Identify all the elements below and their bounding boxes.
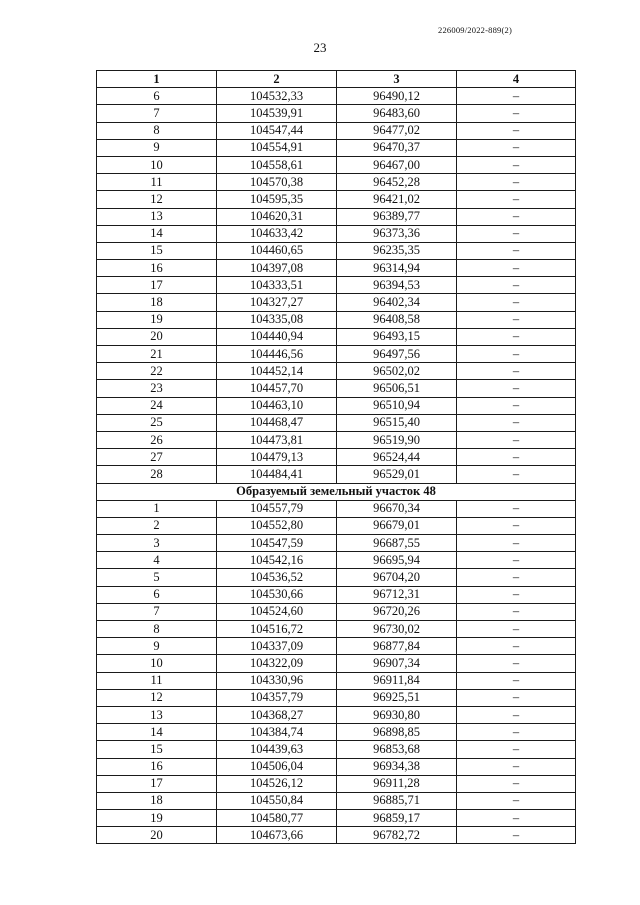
x-coordinate-cell: 104479,13	[217, 449, 337, 466]
note-cell: –	[457, 431, 576, 448]
y-coordinate-cell: 96408,58	[337, 311, 457, 328]
x-coordinate-cell: 104570,38	[217, 174, 337, 191]
point-number-cell: 27	[97, 449, 217, 466]
x-coordinate-cell: 104530,66	[217, 586, 337, 603]
y-coordinate-cell: 96493,15	[337, 328, 457, 345]
point-number-cell: 6	[97, 88, 217, 105]
table-row	[97, 294, 576, 311]
x-coordinate-cell: 104580,77	[217, 810, 337, 827]
note-cell: –	[457, 225, 576, 242]
point-number-cell: 25	[97, 414, 217, 431]
table-row	[97, 105, 576, 122]
x-coordinate-cell: 104335,08	[217, 311, 337, 328]
table-row	[97, 517, 576, 534]
point-number-cell: 7	[97, 603, 217, 620]
table-row	[97, 466, 576, 483]
point-number-cell: 4	[97, 552, 217, 569]
x-coordinate-cell: 104446,56	[217, 346, 337, 363]
x-coordinate-cell: 104536,52	[217, 569, 337, 586]
point-number-cell: 12	[97, 689, 217, 706]
x-coordinate-cell: 104633,42	[217, 225, 337, 242]
y-coordinate-cell: 96925,51	[337, 689, 457, 706]
table-row	[97, 397, 576, 414]
note-cell: –	[457, 328, 576, 345]
x-coordinate-cell: 104558,61	[217, 156, 337, 173]
table-body-part2	[97, 500, 576, 844]
y-coordinate-cell: 96930,80	[337, 706, 457, 723]
table-row	[97, 775, 576, 792]
table-row	[97, 741, 576, 758]
table-row	[97, 88, 576, 105]
y-coordinate-cell: 96853,68	[337, 741, 457, 758]
y-coordinate-cell: 96687,55	[337, 535, 457, 552]
note-cell: –	[457, 363, 576, 380]
y-coordinate-cell: 96712,31	[337, 586, 457, 603]
point-number-cell: 2	[97, 517, 217, 534]
note-cell: –	[457, 724, 576, 741]
point-number-cell: 13	[97, 208, 217, 225]
note-cell: –	[457, 466, 576, 483]
table-row	[97, 792, 576, 809]
y-coordinate-cell: 96730,02	[337, 621, 457, 638]
point-number-cell: 20	[97, 827, 217, 844]
y-coordinate-cell: 96467,00	[337, 156, 457, 173]
table-header-row	[97, 71, 576, 88]
y-coordinate-cell: 96859,17	[337, 810, 457, 827]
point-number-cell: 8	[97, 122, 217, 139]
y-coordinate-cell: 96670,34	[337, 500, 457, 517]
column-header: 2	[217, 71, 337, 88]
point-number-cell: 15	[97, 741, 217, 758]
table-row	[97, 552, 576, 569]
y-coordinate-cell: 96898,85	[337, 724, 457, 741]
table-row	[97, 242, 576, 259]
x-coordinate-cell: 104368,27	[217, 706, 337, 723]
x-coordinate-cell: 104673,66	[217, 827, 337, 844]
table-row	[97, 827, 576, 844]
table-row	[97, 363, 576, 380]
y-coordinate-cell: 96782,72	[337, 827, 457, 844]
y-coordinate-cell: 96402,34	[337, 294, 457, 311]
point-number-cell: 5	[97, 569, 217, 586]
point-number-cell: 17	[97, 775, 217, 792]
note-cell: –	[457, 191, 576, 208]
column-header: 3	[337, 71, 457, 88]
point-number-cell: 19	[97, 311, 217, 328]
x-coordinate-cell: 104547,44	[217, 122, 337, 139]
note-cell: –	[457, 638, 576, 655]
note-cell: –	[457, 122, 576, 139]
y-coordinate-cell: 96470,37	[337, 139, 457, 156]
point-number-cell: 6	[97, 586, 217, 603]
note-cell: –	[457, 603, 576, 620]
note-cell: –	[457, 346, 576, 363]
point-number-cell: 14	[97, 225, 217, 242]
note-cell: –	[457, 775, 576, 792]
table-row	[97, 191, 576, 208]
note-cell: –	[457, 672, 576, 689]
x-coordinate-cell: 104337,09	[217, 638, 337, 655]
x-coordinate-cell: 104532,33	[217, 88, 337, 105]
table-row	[97, 414, 576, 431]
y-coordinate-cell: 96877,84	[337, 638, 457, 655]
table-row	[97, 535, 576, 552]
y-coordinate-cell: 96529,01	[337, 466, 457, 483]
note-cell: –	[457, 655, 576, 672]
note-cell: –	[457, 414, 576, 431]
table-row	[97, 346, 576, 363]
note-cell: –	[457, 552, 576, 569]
y-coordinate-cell: 96885,71	[337, 792, 457, 809]
table-row	[97, 208, 576, 225]
note-cell: –	[457, 277, 576, 294]
x-coordinate-cell: 104554,91	[217, 139, 337, 156]
point-number-cell: 21	[97, 346, 217, 363]
note-cell: –	[457, 706, 576, 723]
note-cell: –	[457, 621, 576, 638]
x-coordinate-cell: 104547,59	[217, 535, 337, 552]
y-coordinate-cell: 96421,02	[337, 191, 457, 208]
point-number-cell: 13	[97, 706, 217, 723]
note-cell: –	[457, 827, 576, 844]
y-coordinate-cell: 96911,84	[337, 672, 457, 689]
table-row	[97, 311, 576, 328]
note-cell: –	[457, 586, 576, 603]
x-coordinate-cell: 104384,74	[217, 724, 337, 741]
x-coordinate-cell: 104524,60	[217, 603, 337, 620]
point-number-cell: 18	[97, 294, 217, 311]
table-row	[97, 328, 576, 345]
table-row	[97, 569, 576, 586]
x-coordinate-cell: 104357,79	[217, 689, 337, 706]
table-row	[97, 603, 576, 620]
note-cell: –	[457, 569, 576, 586]
y-coordinate-cell: 96695,94	[337, 552, 457, 569]
point-number-cell: 16	[97, 758, 217, 775]
table-row	[97, 174, 576, 191]
x-coordinate-cell: 104506,04	[217, 758, 337, 775]
x-coordinate-cell: 104330,96	[217, 672, 337, 689]
note-cell: –	[457, 294, 576, 311]
point-number-cell: 8	[97, 621, 217, 638]
y-coordinate-cell: 96502,02	[337, 363, 457, 380]
y-coordinate-cell: 96373,36	[337, 225, 457, 242]
x-coordinate-cell: 104484,41	[217, 466, 337, 483]
table-row	[97, 586, 576, 603]
note-cell: –	[457, 242, 576, 259]
point-number-cell: 1	[97, 500, 217, 517]
y-coordinate-cell: 96497,56	[337, 346, 457, 363]
note-cell: –	[457, 311, 576, 328]
table-row	[97, 810, 576, 827]
y-coordinate-cell: 96483,60	[337, 105, 457, 122]
x-coordinate-cell: 104473,81	[217, 431, 337, 448]
point-number-cell: 10	[97, 655, 217, 672]
x-coordinate-cell: 104439,63	[217, 741, 337, 758]
table-row	[97, 139, 576, 156]
note-cell: –	[457, 88, 576, 105]
note-cell: –	[457, 517, 576, 534]
note-cell: –	[457, 535, 576, 552]
table-row	[97, 431, 576, 448]
page-number: 23	[313, 40, 327, 55]
note-cell: –	[457, 500, 576, 517]
point-number-cell: 10	[97, 156, 217, 173]
table-row	[97, 655, 576, 672]
point-number-cell: 26	[97, 431, 217, 448]
y-coordinate-cell: 96506,51	[337, 380, 457, 397]
y-coordinate-cell: 96519,90	[337, 431, 457, 448]
point-number-cell: 12	[97, 191, 217, 208]
table-row	[97, 500, 576, 517]
y-coordinate-cell: 96490,12	[337, 88, 457, 105]
table-row	[97, 156, 576, 173]
point-number-cell: 24	[97, 397, 217, 414]
section-title-row	[97, 483, 576, 500]
note-cell: –	[457, 260, 576, 277]
x-coordinate-cell: 104327,27	[217, 294, 337, 311]
y-coordinate-cell: 96934,38	[337, 758, 457, 775]
table-body-part1	[97, 88, 576, 483]
y-coordinate-cell: 96235,35	[337, 242, 457, 259]
point-number-cell: 18	[97, 792, 217, 809]
x-coordinate-cell: 104516,72	[217, 621, 337, 638]
y-coordinate-cell: 96314,94	[337, 260, 457, 277]
point-number-cell: 20	[97, 328, 217, 345]
point-number-cell: 15	[97, 242, 217, 259]
x-coordinate-cell: 104526,12	[217, 775, 337, 792]
x-coordinate-cell: 104542,16	[217, 552, 337, 569]
y-coordinate-cell: 96394,53	[337, 277, 457, 294]
point-number-cell: 7	[97, 105, 217, 122]
note-cell: –	[457, 105, 576, 122]
point-number-cell: 17	[97, 277, 217, 294]
table-row	[97, 724, 576, 741]
point-number-cell: 16	[97, 260, 217, 277]
x-coordinate-cell: 104457,70	[217, 380, 337, 397]
section-title: Образуемый земельный участок 48	[97, 483, 576, 500]
table-row	[97, 122, 576, 139]
table-row	[97, 638, 576, 655]
x-coordinate-cell: 104333,51	[217, 277, 337, 294]
note-cell: –	[457, 380, 576, 397]
y-coordinate-cell: 96477,02	[337, 122, 457, 139]
x-coordinate-cell: 104552,80	[217, 517, 337, 534]
note-cell: –	[457, 758, 576, 775]
x-coordinate-cell: 104322,09	[217, 655, 337, 672]
point-number-cell: 22	[97, 363, 217, 380]
table-row	[97, 706, 576, 723]
note-cell: –	[457, 156, 576, 173]
column-header: 4	[457, 71, 576, 88]
x-coordinate-cell: 104397,08	[217, 260, 337, 277]
y-coordinate-cell: 96510,94	[337, 397, 457, 414]
x-coordinate-cell: 104557,79	[217, 500, 337, 517]
note-cell: –	[457, 208, 576, 225]
note-cell: –	[457, 449, 576, 466]
x-coordinate-cell: 104595,35	[217, 191, 337, 208]
point-number-cell: 19	[97, 810, 217, 827]
point-number-cell: 23	[97, 380, 217, 397]
y-coordinate-cell: 96907,34	[337, 655, 457, 672]
x-coordinate-cell: 104620,31	[217, 208, 337, 225]
x-coordinate-cell: 104550,84	[217, 792, 337, 809]
point-number-cell: 9	[97, 638, 217, 655]
y-coordinate-cell: 96389,77	[337, 208, 457, 225]
y-coordinate-cell: 96911,28	[337, 775, 457, 792]
x-coordinate-cell: 104452,14	[217, 363, 337, 380]
x-coordinate-cell: 104463,10	[217, 397, 337, 414]
point-number-cell: 3	[97, 535, 217, 552]
y-coordinate-cell: 96524,44	[337, 449, 457, 466]
document-id: 226009/2022-889(2)	[438, 25, 512, 35]
table-row	[97, 672, 576, 689]
note-cell: –	[457, 810, 576, 827]
note-cell: –	[457, 139, 576, 156]
table-row	[97, 758, 576, 775]
y-coordinate-cell: 96720,26	[337, 603, 457, 620]
table-row	[97, 277, 576, 294]
x-coordinate-cell: 104460,65	[217, 242, 337, 259]
table-row	[97, 689, 576, 706]
point-number-cell: 11	[97, 174, 217, 191]
note-cell: –	[457, 174, 576, 191]
table-row	[97, 449, 576, 466]
y-coordinate-cell: 96704,20	[337, 569, 457, 586]
coordinates-table	[96, 70, 576, 844]
x-coordinate-cell: 104440,94	[217, 328, 337, 345]
note-cell: –	[457, 689, 576, 706]
column-header: 1	[97, 71, 217, 88]
table-row	[97, 621, 576, 638]
point-number-cell: 11	[97, 672, 217, 689]
y-coordinate-cell: 96515,40	[337, 414, 457, 431]
table-row	[97, 380, 576, 397]
note-cell: –	[457, 397, 576, 414]
y-coordinate-cell: 96679,01	[337, 517, 457, 534]
x-coordinate-cell: 104468,47	[217, 414, 337, 431]
point-number-cell: 14	[97, 724, 217, 741]
note-cell: –	[457, 741, 576, 758]
x-coordinate-cell: 104539,91	[217, 105, 337, 122]
note-cell: –	[457, 792, 576, 809]
table-row	[97, 225, 576, 242]
table-row	[97, 260, 576, 277]
y-coordinate-cell: 96452,28	[337, 174, 457, 191]
point-number-cell: 9	[97, 139, 217, 156]
point-number-cell: 28	[97, 466, 217, 483]
